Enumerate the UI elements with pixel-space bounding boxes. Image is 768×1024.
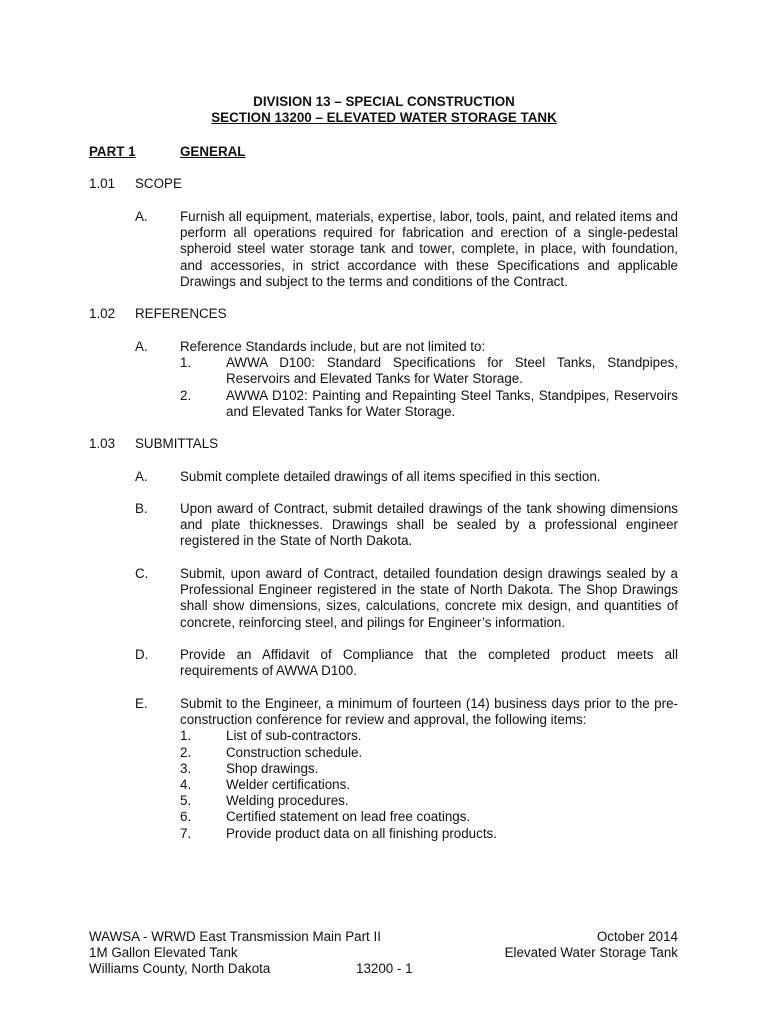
part-number: PART 1 xyxy=(89,144,136,159)
item-letter: A. xyxy=(135,339,148,354)
footer-county: Williams County, North Dakota xyxy=(89,961,271,976)
list-text: Provide product data on all finishing products. xyxy=(226,825,497,841)
item-letter: A. xyxy=(135,209,148,224)
submittal-e-block xyxy=(180,696,678,842)
item-letter: E. xyxy=(135,696,148,711)
submittal-a-text: Submit complete detailed drawings of all items specified in this section. xyxy=(180,469,601,484)
scope-paragraph: Furnish all equipment, materials, expertise, labor, tools, paint, and related items and perform all operations required for fabrication and erection of a single-pedestal spheroid steel water storage tank and tower, complete, in place, with foundation, and accessories, in strict accordance with these Specifications and applicable Drawings and subject to the terms and conditions of the Contract. xyxy=(180,209,678,289)
submittal-d-text: Provide an Affidavit of Compliance that the completed product meets all requirements of AWWA D100. xyxy=(180,647,678,679)
section-title-references: REFERENCES xyxy=(135,306,227,321)
list-item xyxy=(180,826,678,842)
list-text: List of sub-contractors. xyxy=(226,728,362,744)
division-heading: DIVISION 13 – SPECIAL CONSTRUCTION xyxy=(253,94,515,109)
footer-tank: 1M Gallon Elevated Tank xyxy=(89,945,238,960)
list-item xyxy=(180,728,678,744)
list-item xyxy=(180,809,678,825)
list-number: 1. xyxy=(180,728,192,744)
list-text: Shop drawings. xyxy=(226,760,319,776)
references-list xyxy=(180,339,678,420)
list-number: 3. xyxy=(180,760,192,776)
list-text: Welding procedures. xyxy=(226,793,349,809)
list-item xyxy=(180,793,678,809)
list-text: Certified statement on lead free coatings. xyxy=(226,809,471,825)
list-text: AWWA D102: Painting and Repainting Steel Tanks, Standpipes, Reservoirs and Elevated Tanks for Water Storage. xyxy=(226,387,678,419)
section-number-1-02: 1.02 xyxy=(89,306,116,321)
references-intro: Reference Standards include, but are not limited to: xyxy=(180,339,486,354)
submittal-c-text: Submit, upon award of Contract, detailed foundation design drawings sealed by a Professional Engineer registered in the state of North Dakota. The Shop Drawings shall show dimensions, sizes, calculations, concrete mix design, and quantities of concrete, reinforcing steel, and pilings for Engineer’s information. xyxy=(180,566,678,630)
footer-page-number: 13200 - 1 xyxy=(356,961,413,976)
list-item xyxy=(180,745,678,761)
footer-date: October 2014 xyxy=(596,929,678,944)
section-title-submittals: SUBMITTALS xyxy=(135,436,219,451)
footer-doc-title: Elevated Water Storage Tank xyxy=(504,945,678,960)
part-title: GENERAL xyxy=(180,144,246,159)
list-number: 5. xyxy=(180,793,192,809)
item-letter: D. xyxy=(135,647,149,662)
section-number-1-01: 1.01 xyxy=(89,176,116,191)
list-text: Welder certifications. xyxy=(226,777,351,793)
section-heading: SECTION 13200 – ELEVATED WATER STORAGE TANK xyxy=(211,110,557,125)
item-letter: C. xyxy=(135,566,149,581)
list-number: 7. xyxy=(180,825,192,841)
section-title-scope: SCOPE xyxy=(135,176,182,191)
item-letter: B. xyxy=(135,501,148,516)
submittal-e-text: Submit to the Engineer, a minimum of fourteen (14) business days prior to the pre-construction conference for review and approval, the following items: xyxy=(180,696,678,728)
list-number: 4. xyxy=(180,777,192,793)
list-number: 1. xyxy=(180,355,192,371)
section-number-1-03: 1.03 xyxy=(89,436,116,451)
submittal-b-text: Upon award of Contract, submit detailed drawings of the tank showing dimensions and plate thicknesses. Drawings shall be sealed by a professional engineer registered in the State of North Dakota. xyxy=(180,501,678,549)
list-item xyxy=(180,777,678,793)
list-text: Construction schedule. xyxy=(226,744,363,760)
list-item xyxy=(180,355,678,387)
list-item xyxy=(180,388,678,420)
list-number: 2. xyxy=(180,744,192,760)
list-number: 6. xyxy=(180,809,192,825)
list-number: 2. xyxy=(180,387,192,403)
list-text: AWWA D100: Standard Specifications for Steel Tanks, Standpipes, Reservoirs and Elevated Tanks for Water Storage. xyxy=(226,355,678,387)
item-letter: A. xyxy=(135,469,148,484)
footer-project: WAWSA - WRWD East Transmission Main Part II xyxy=(89,929,381,944)
list-item xyxy=(180,761,678,777)
